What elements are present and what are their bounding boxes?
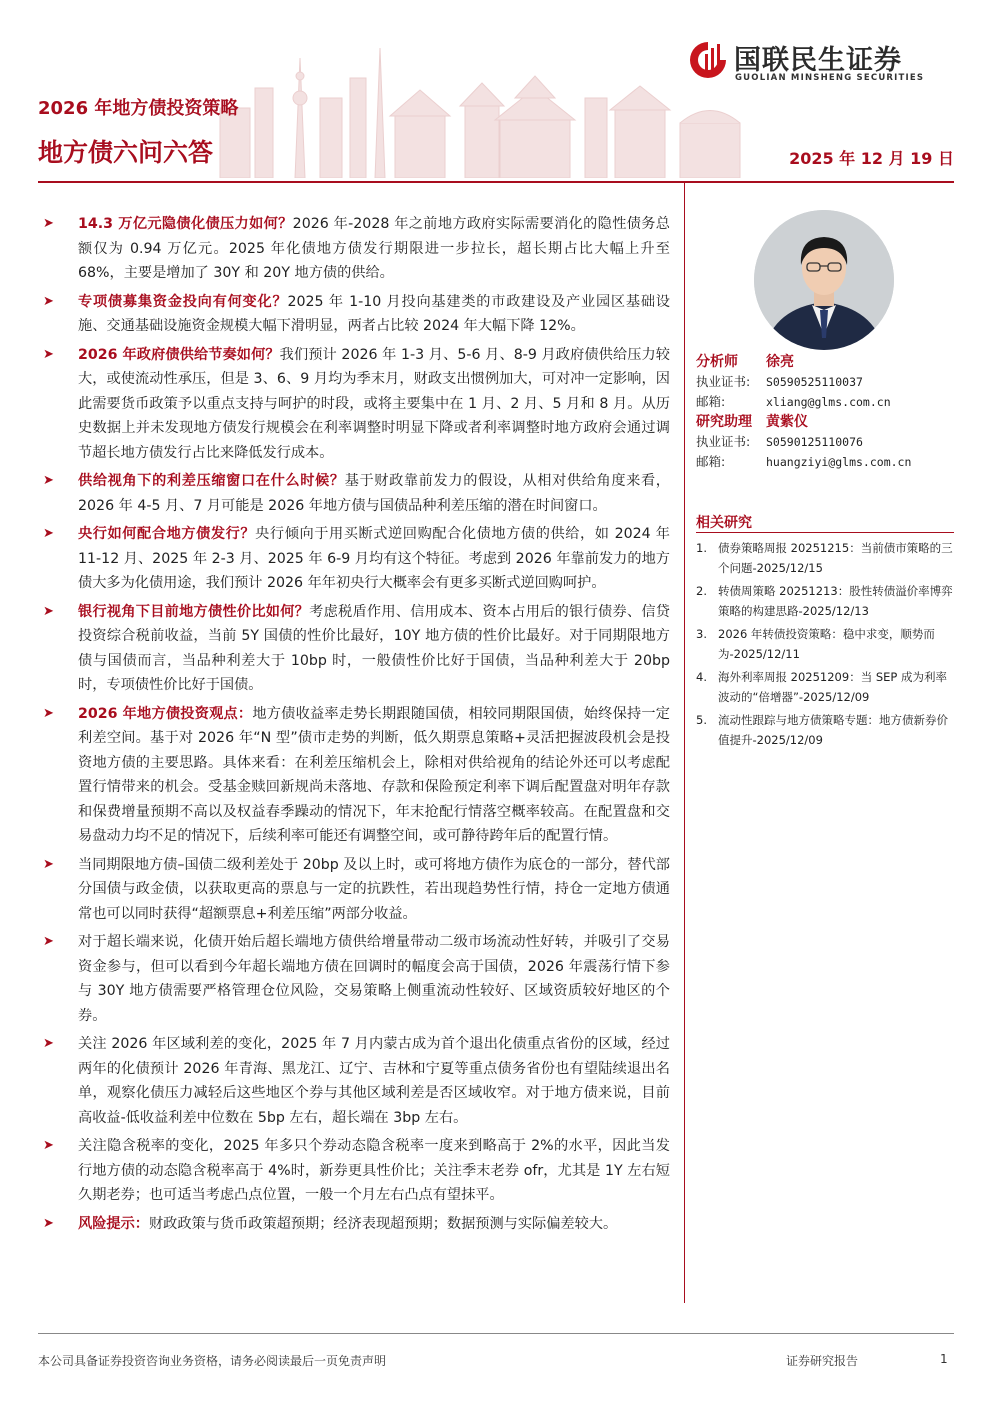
- arrow-bullet-icon: ➤: [43, 473, 54, 488]
- related-divider: [696, 532, 954, 533]
- logo-mark-icon: [688, 40, 728, 80]
- bullet-text: 考虑税盾作用、信用成本、资本占用后的银行债券、信贷投资综合税前收益，当前 5Y 国债的性价比最好，10Y 地方债的性价比最好。对于同期限地方债与国债而言，当品种利差大于 10bp 时，一般债性价比好于国债，当品种利差大于 20bp 时，专项债性价比好于国债。: [78, 603, 670, 693]
- analyst-name: 徐亮: [766, 354, 794, 370]
- arrow-bullet-icon: ➤: [43, 1138, 54, 1153]
- arrow-bullet-icon: ➤: [43, 216, 54, 231]
- logo-chinese-name: 国联民生证券: [734, 45, 902, 76]
- summary-bullet: [40, 600, 670, 698]
- summary-bullet: [40, 290, 670, 339]
- related-item[interactable]: 4. 海外利率周报 20251209：当 SEP 成为利率波动的“倍增器”-2025/12/09: [696, 670, 947, 704]
- analyst-cert-row: [696, 372, 956, 392]
- analyst-role: 研究助理: [696, 414, 752, 430]
- bullet-text: 地方债收益率走势长期跟随国债，相较同期限国债，始终保持一定利差空间。基于对 2026 年“N 型”债市走势的判断，低久期票息策略+灵活把握波段机会是投资地方债的主要思路。具体来看：在利差压缩机会上，除相对供给视角的结论外还可以考虑配置行情带来的机会。受基金赎回新规尚未落地、存款和保险预定利率下调后配置盘对明年存款和保费增量预期不高以及权益春季躁动的情况下，年末抢配行情落空概率较高。在配置盘和交易盘动力均不足的情况下，后续利率可能还有调整空间，或可静待跨年后的配置行情。: [78, 705, 670, 844]
- page-number: 1: [940, 1352, 948, 1366]
- email-label: 邮箱:: [696, 394, 726, 409]
- cert-label: 执业证书:: [696, 434, 751, 449]
- email-link[interactable]: xliang@glms.com.cn: [766, 395, 891, 409]
- report-series: 2026 年地方债投资策略: [38, 98, 239, 119]
- summary-bullet: [40, 853, 670, 927]
- arrow-bullet-icon: ➤: [43, 603, 54, 619]
- bullet-text: 关注 2026 年区域利差的变化，2025 年 7 月内蒙古成为首个退出化债重点省份的区域，经过两年的化债预计 2026 年青海、黑龙江、辽宁、吉林和宁夏等重点债务省份也有望陆续退出名单，观察化债压力减轻后这些地区个券与其他区域利差是否区域收窄。对于地方债来说，目前高收益-低收益利差中位数在 5bp 左右，超长端在 3bp 左右。: [78, 1036, 670, 1126]
- related-research-list: [696, 538, 956, 753]
- analyst-email-row: [696, 392, 956, 412]
- bullet-lead: 银行视角下目前地方债性价比如何？: [78, 603, 310, 620]
- summary-bullet: [40, 930, 670, 1028]
- bullet-text: 财政政策与货币政策超预期；经济表现超预期；数据预测与实际偏差较大。: [148, 1215, 618, 1232]
- bullet-text: 央行倾向于用买断式逆回购配合化债地方债的供给，如 2024 年 11-12 月、2025 年 2-3 月、2025 年 6-9 月均有这个特征。考虑到 2026 年靠前发力的地方债大多为化债用途，我们预计 2026 年年初央行大概率会有更多买断式逆回购呵护。: [78, 526, 670, 591]
- summary-bullet: [40, 1134, 670, 1208]
- city-skyline-illustration: [200, 28, 760, 178]
- bullet-lead: 2026 年地方债投资观点：: [78, 705, 253, 722]
- analyst-cert-row: [696, 432, 956, 452]
- bullet-text: 2025 年 1-10 月投向基建类的市政建设及产业园区基础设施、交通基础设施资金规模大幅下滑明显，两者占比较 2024 年大幅下降 12%。: [78, 293, 670, 334]
- bullet-text: 当同期限地方债–国债二级利差处于 20bp 及以上时，或可将地方债作为底仓的一部分，替代部分国债与政金债，以获取更高的票息与一定的抗跌性，若出现趋势性行情，持仓一定地方债通常也可以同时获得“超额票息+利差压缩”两部分收益。: [78, 856, 670, 922]
- summary-bullet: [40, 212, 670, 286]
- summary-bullet: [40, 1212, 670, 1237]
- summary-column: [40, 212, 670, 1240]
- bullet-lead: 央行如何配合地方债发行？: [78, 526, 256, 542]
- bullet-lead: 供给视角下的利差压缩窗口在什么时候？: [78, 473, 345, 489]
- bullet-lead: 14.3 万亿元隐债化债压力如何？: [78, 216, 293, 232]
- company-logo: [688, 40, 958, 90]
- cert-number: S0590125110076: [766, 435, 863, 449]
- footer-disclaimer: 本公司具备证券投资咨询业务资格，请务必阅读最后一页免责声明: [38, 1354, 387, 1368]
- footer-divider: [38, 1333, 954, 1334]
- analyst-email-row: [696, 452, 956, 472]
- arrow-bullet-icon: ➤: [43, 346, 54, 362]
- bullet-lead: 专项债募集资金投向有何变化？: [78, 293, 288, 310]
- arrow-bullet-icon: ➤: [43, 705, 54, 721]
- bullet-lead: 2026 年政府债供给节奏如何？: [78, 346, 280, 363]
- related-item[interactable]: 3. 2026 年转债投资策略：稳中求变，顺势而为-2025/12/11: [696, 627, 935, 661]
- arrow-bullet-icon: ➤: [43, 856, 54, 872]
- analyst-role: 分析师: [696, 354, 738, 370]
- related-item-text: 债券策略周报 20251215：当前债市策略的三个问题-2025/12/15: [718, 541, 953, 575]
- related-item[interactable]: 1. 债券策略周报 20251215：当前债市策略的三个问题-2025/12/15: [696, 541, 953, 575]
- report-title: 地方债六问六答: [38, 138, 214, 167]
- arrow-bullet-icon: ➤: [43, 526, 54, 541]
- bullet-text: 2026 年-2028 年之前地方政府实际需要消化的隐性债务总额仅为 0.94 万亿元。2025 年化债地方债发行期限进一步拉长，超长期占比大幅上升至 68%，主要是增加了 30Y 和 20Y 地方债的供给。: [78, 216, 670, 281]
- related-research-heading: 相关研究: [696, 515, 752, 531]
- summary-bullet: [40, 1032, 670, 1130]
- arrow-bullet-icon: ➤: [43, 1036, 54, 1051]
- summary-bullet: [40, 522, 670, 596]
- bullet-text: 基于财政靠前发力的假设，从相对供给角度来看，2026 年 4-5 月、7 月可能是 2026 年地方债与国债品种利差压缩的潜在时间窗口。: [78, 473, 670, 514]
- bullet-text: 关注隐含税率的变化，2025 年多只个券动态隐含税率一度来到略高于 2%的水平，因此当发行地方债的动态隐含税率高于 4%时，新券更具性价比；关注季末老券 ofr，尤其是 1Y 左右短久期老券；也可适当考虑凸点位置，一般一个月左右凸点有望抹平。: [78, 1138, 670, 1203]
- arrow-bullet-icon: ➤: [43, 934, 54, 949]
- analyst-photo: [754, 210, 894, 350]
- related-item-text: 转债周策略 20251213：股性转债溢价率博弈策略的构建思路-2025/12/13: [718, 584, 953, 618]
- email-link[interactable]: huangziyi@glms.com.cn: [766, 455, 912, 469]
- report-date: 2025 年 12 月 19 日: [789, 149, 954, 168]
- footer-doc-type: 证券研究报告: [786, 1354, 859, 1368]
- related-item-text: 流动性跟踪与地方债策略专题：地方债新券价值提升-2025/12/09: [718, 713, 948, 747]
- cert-label: 执业证书:: [696, 374, 751, 389]
- related-item[interactable]: 5. 流动性跟踪与地方债策略专题：地方债新券价值提升-2025/12/09: [696, 713, 948, 747]
- arrow-bullet-icon: ➤: [43, 1215, 54, 1231]
- cert-number: S0590525110037: [766, 375, 863, 389]
- related-item[interactable]: 2. 转债周策略 20251213：股性转债溢价率博弈策略的构建思路-2025/12/13: [696, 584, 953, 618]
- arrow-bullet-icon: ➤: [43, 293, 54, 309]
- summary-bullet: [40, 702, 670, 849]
- analyst-name-row: [696, 352, 956, 372]
- summary-bullet: [40, 343, 670, 466]
- related-item-text: 2026 年转债投资策略：稳中求变，顺势而为-2025/12/11: [718, 627, 935, 661]
- email-label: 邮箱:: [696, 454, 726, 469]
- bullet-lead: 风险提示：: [78, 1215, 149, 1232]
- logo-english-name: GUOLIAN MINSHENG SECURITIES: [735, 73, 925, 83]
- related-item-text: 海外利率周报 20251209：当 SEP 成为利率波动的“倍增器”-2025/12/09: [718, 670, 947, 704]
- bullet-text: 对于超长端来说，化债开始后超长端地方债供给增量带动二级市场流动性好转，并吸引了交易资金参与，但可以看到今年超长端地方债在回调时的幅度会高于国债，2026 年震荡行情下参与 30Y 地方债需要严格管理仓位风险，交易策略上侧重流动性较好、区域资质较好地区的个券。: [78, 934, 670, 1024]
- bullet-text: 我们预计 2026 年 1-3 月、5-6 月、8-9 月政府债供给压力较大，或使流动性承压，但是 3、6、9 月均为季末月，财政支出惯例加大，可对冲一定影响，因此需要货币政策予以重点支持与呵护的时段，或将主要集中在 1 月、2 月、5 月和 8 月。从历史数据上并未发现地方债发行规模会在利率调整时明显下降或者利率调整时地方政府会通过调节超长地方债发行占比来降低发行成本。: [78, 346, 670, 461]
- analyst-info: [696, 352, 956, 472]
- analyst-name-row: [696, 412, 956, 432]
- column-divider: [684, 183, 685, 1303]
- header-divider: [38, 181, 954, 183]
- summary-bullet: [40, 469, 670, 518]
- analyst-name: 黄紫仪: [766, 414, 808, 430]
